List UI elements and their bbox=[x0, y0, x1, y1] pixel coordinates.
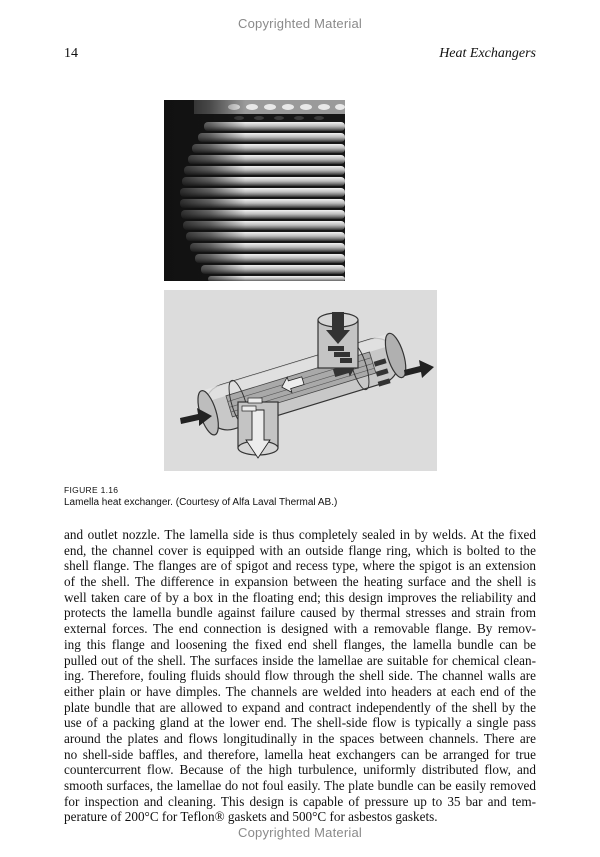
figure-caption: Lamella heat exchanger. (Courtesy of Alfa Laval Thermal AB.) bbox=[64, 497, 338, 508]
body-line: and outlet nozzle. The lamella side is thus completely sealed in by welds. At the fixed bbox=[64, 527, 536, 542]
body-paragraph bbox=[64, 527, 536, 825]
lamella-photo-graphic bbox=[164, 100, 345, 281]
body-line: smooth surfaces, the lamellae do not foul easily. The plate bundle can be easily removed bbox=[64, 778, 536, 793]
body-line: of the shell. The difference in expansion between the heating surface and the shell is bbox=[64, 574, 536, 590]
body-line: no shell-side baffles, and therefore, lamella heat exchangers can be arranged for true bbox=[64, 746, 536, 762]
watermark-top: Copyrighted Material bbox=[238, 16, 362, 31]
body-line: plate bundle that are allowed to expand and contract independently of the shell by the bbox=[64, 699, 536, 715]
page-number: 14 bbox=[64, 46, 78, 61]
body-line: protects the lamella bundle against failure caused by thermal stresses and strain from bbox=[64, 605, 536, 621]
lamella-photo bbox=[164, 100, 345, 281]
watermark-bottom: Copyrighted Material bbox=[238, 825, 362, 840]
running-title: Heat Exchangers bbox=[439, 46, 536, 61]
body-line: external forces. The end connection is designed with a removable flange. By remov- bbox=[64, 621, 536, 637]
body-line: well taken care of by a box in the floating end; this design improves the reliability and bbox=[64, 589, 536, 605]
body-line: countercurrent flow. Because of the high turbulence, uniformly distributed flow, and bbox=[64, 762, 536, 778]
lamella-schematic bbox=[164, 290, 437, 471]
body-line: pulled out of the shell. The surfaces inside the lamellae are suitable for chemical clean- bbox=[64, 652, 536, 668]
body-line: either plain or have dimples. The channels are welded into headers at each end of the bbox=[64, 683, 536, 699]
body-line: end, the channel cover is equipped with an outside flange ring, which is bolted to the bbox=[64, 542, 536, 558]
body-line: shell flange. The flanges are of spigot and recess type, where the spigot is an extension bbox=[64, 558, 536, 574]
body-line: perature of 200°C for Teflon® gaskets and 500°C for asbestos gaskets. bbox=[64, 809, 438, 825]
body-line: ing this flange and loosening the fixed end shell flanges, the lamella bundle can be bbox=[64, 636, 536, 652]
body-line: around the plates and flows longitudinally in the spaces between channels. There are bbox=[64, 730, 536, 746]
body-line: ing. Therefore, fouling fluids should flow through the shell side. The channel walls are bbox=[64, 668, 536, 684]
body-line: use of a packing gland at the lower end. The shell-side flow is typically a single pass bbox=[64, 715, 536, 731]
body-line: for inspection and cleaning. This design is capable of pressure up to 35 bar and tem- bbox=[64, 793, 536, 809]
lamella-schematic-graphic bbox=[164, 290, 437, 471]
figure-label: FIGURE 1.16 bbox=[64, 485, 119, 495]
